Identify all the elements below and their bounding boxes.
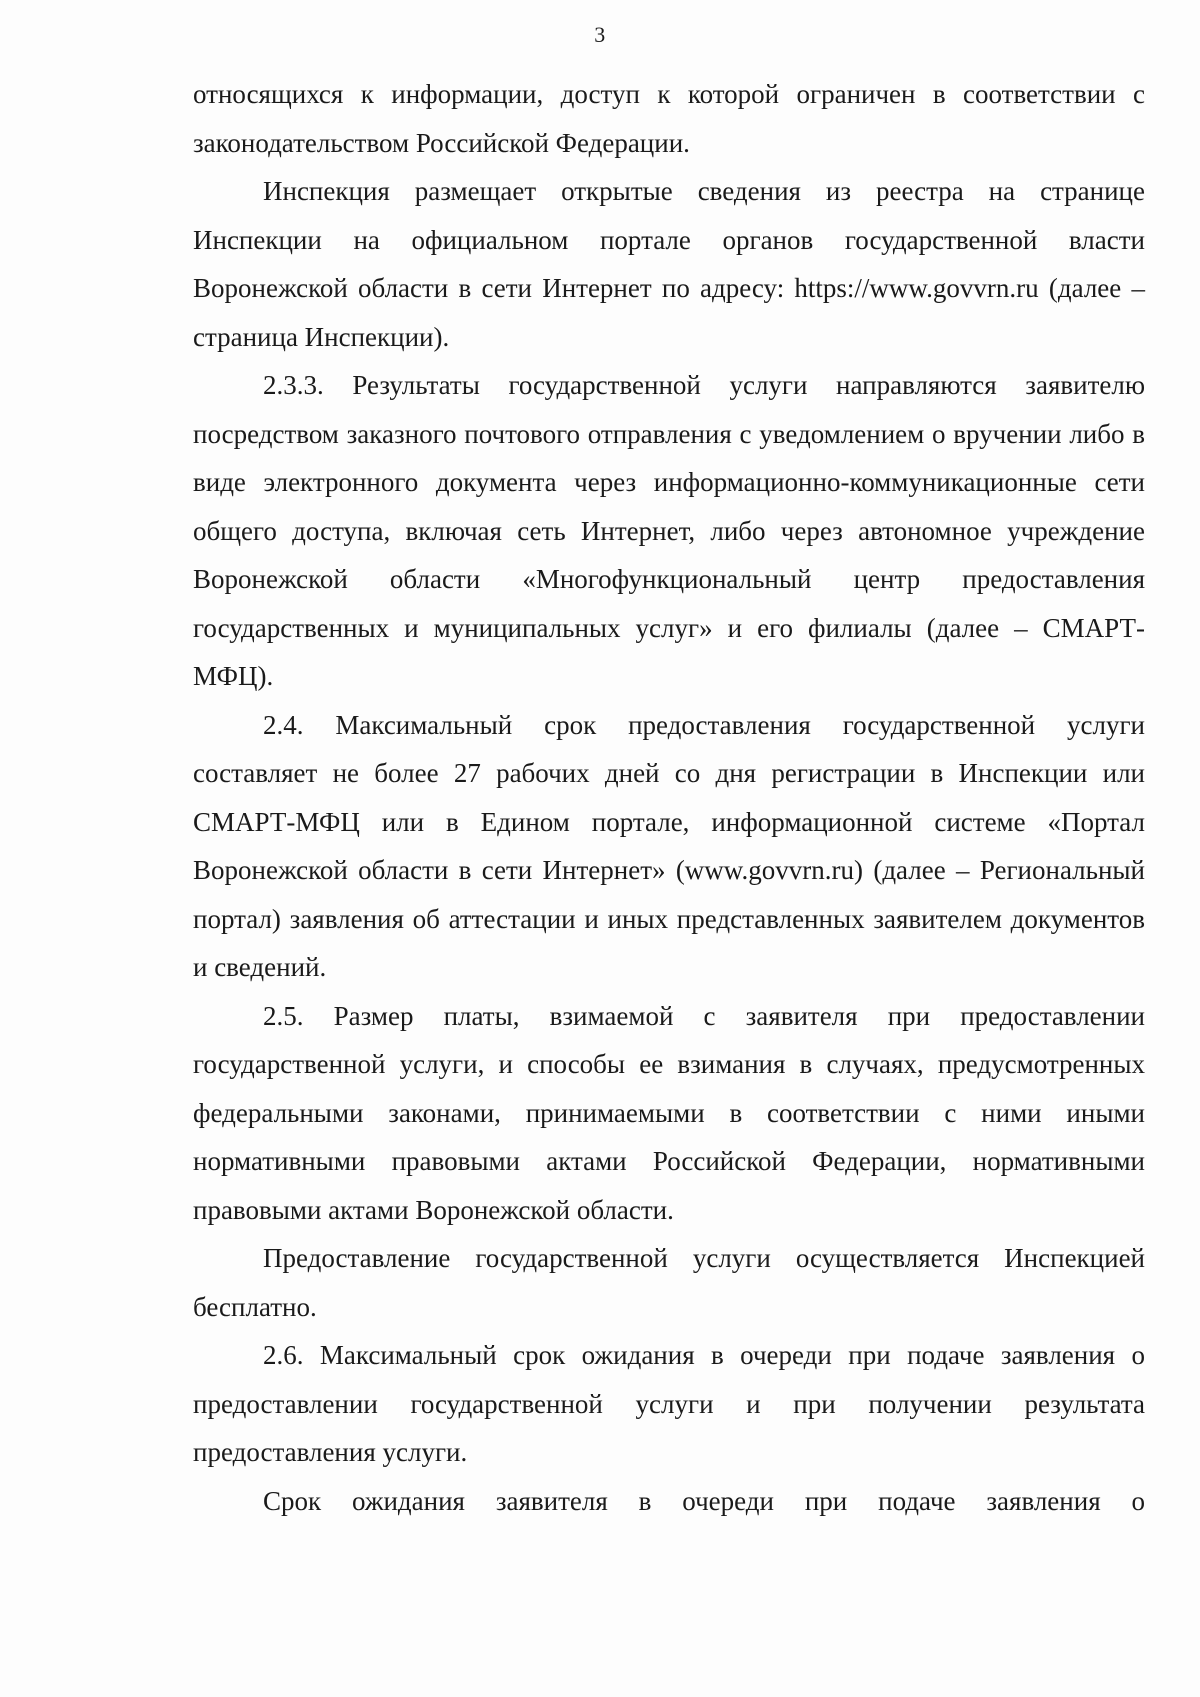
paragraph-2-6: 2.6. Максимальный срок ожидания в очереди при подаче заявления о предоставлении государственной услуги и при получении результата предоставления услуги. [193, 1340, 1145, 1467]
paragraph-continuation: относящихся к информации, доступ к которой ограничен в соответствии с законодательством Российской Федерации. [193, 79, 1145, 158]
page-number: 3 [594, 22, 606, 47]
paragraph-free-of-charge: Предоставление государственной услуги осуществляется Инспекцией бесплатно. [193, 1243, 1145, 1322]
paragraph-2-5: 2.5. Размер платы, взимаемой с заявителя при предоставлении государственной услуги, и способы ее взимания в случаях, предусмотренных федеральными законами, принимаемыми в соответствии с ними иными нормативными правовыми актами Российской Федерации, нормативными правовыми актами Воронежской области. [193, 1000, 1145, 1225]
paragraph-queue-wait: Срок ожидания заявителя в очереди при подаче заявления о [263, 1485, 1145, 1516]
paragraph-registry-publication: Инспекция размещает открытые сведения из реестра на странице Инспекции на официальном портале органов государственной власти Воронежской области в сети Интернет по адресу: https://www.govvrn.ru (далее – страница Инспекции). [193, 176, 1145, 352]
paragraph-2-4: 2.4. Максимальный срок предоставления государственной услуги составляет не более 27 рабочих дней со дня регистрации в Инспекции или СМАРТ-МФЦ или в Едином портале, информационной системе «Портал Воронежской области в сети Интернет» (www.govvrn.ru) (далее – Региональный портал) заявления об аттестации и иных представленных заявителем документов и сведений. [193, 709, 1145, 982]
document-body [193, 70, 1145, 1525]
paragraph-2-3-3: 2.3.3. Результаты государственной услуги направляются заявителю посредством заказного почтового отправления с уведомлением о вручении либо в виде электронного документа через информационно-коммуникационные сети общего доступа, включая сеть Интернет, либо через автономное учреждение Воронежской области «Многофункциональный центр предоставления государственных и муниципальных услуг» и его филиалы (далее – СМАРТ- МФЦ). [193, 370, 1145, 691]
